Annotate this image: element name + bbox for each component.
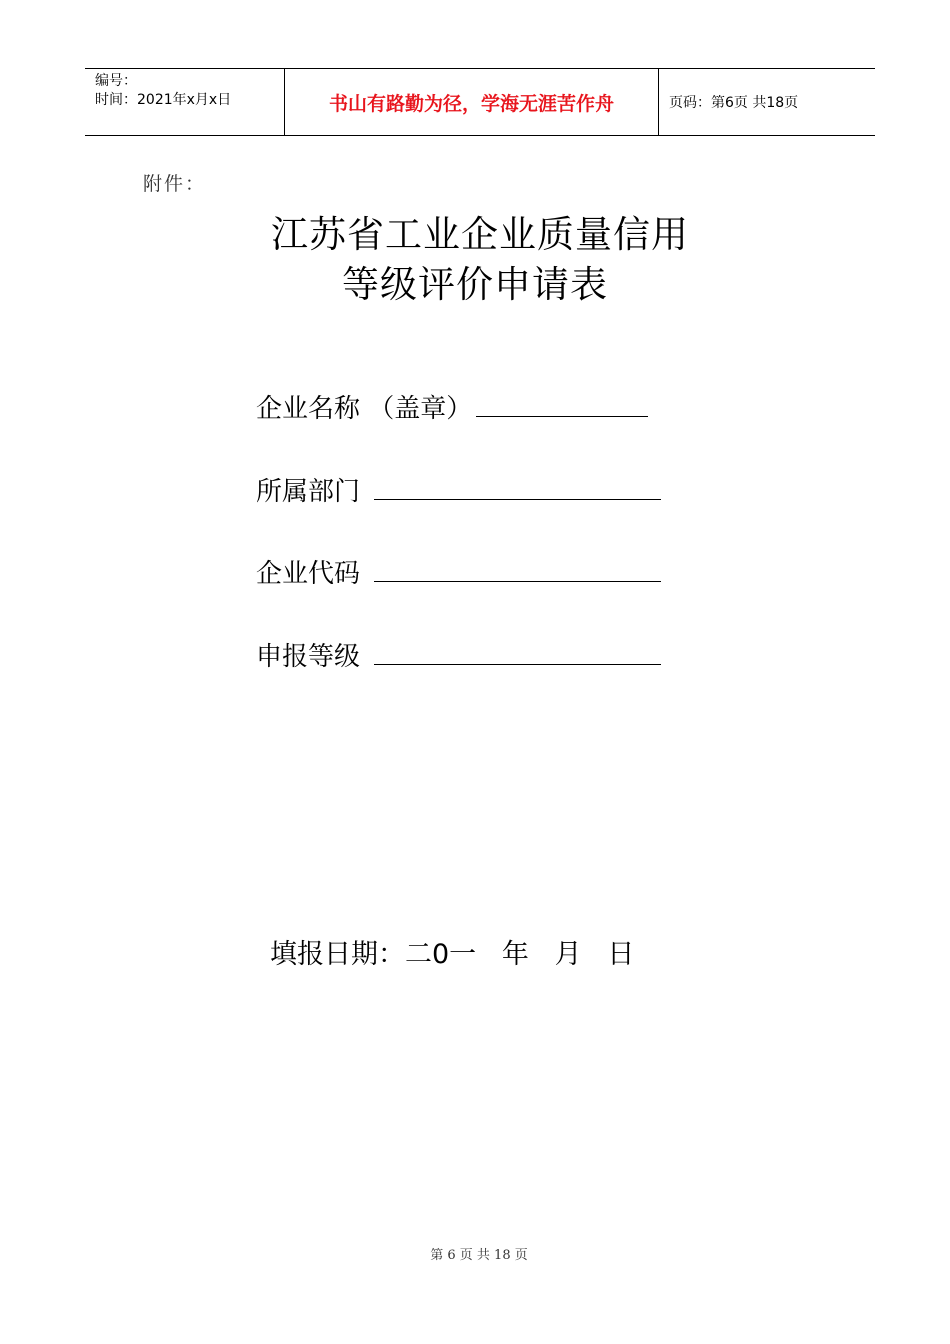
- department-label: 所属部门: [256, 477, 361, 507]
- company-code-blank[interactable]: [374, 557, 661, 582]
- declared-grade-blank[interactable]: [374, 640, 661, 665]
- company-name-label: 企业名称 （盖章）: [256, 394, 473, 424]
- company-name-field: [256, 392, 648, 426]
- document-title-line-1: 江苏省工业企业质量信用: [271, 213, 689, 256]
- company-name-blank[interactable]: [476, 392, 648, 417]
- header-motto: 书山有路勤为径，学海无涯苦作舟: [328, 93, 614, 115]
- page-header: [85, 68, 875, 136]
- page-footer-number: 第 6 页 共 18 页: [430, 1248, 528, 1263]
- company-code-label: 企业代码: [256, 559, 361, 589]
- header-right-cell: [659, 69, 875, 135]
- header-left-cell: [85, 69, 285, 135]
- document-number-label: 编号：: [95, 73, 137, 89]
- department-blank[interactable]: [374, 475, 661, 500]
- header-middle-cell: [285, 69, 659, 135]
- header-page-number: 页码：第6页 共18页: [669, 95, 799, 111]
- fill-date-line: 填报日期：二0一 年 月 日: [270, 939, 635, 970]
- document-title-line-2: 等级评价申请表: [342, 263, 608, 306]
- declared-grade-field: [256, 640, 661, 674]
- document-time-label: 时间：2021年x月x日: [95, 92, 232, 108]
- department-field: [256, 475, 661, 509]
- company-code-field: [256, 557, 661, 591]
- declared-grade-label: 申报等级: [256, 642, 361, 672]
- attachment-label: 附件：: [143, 173, 207, 195]
